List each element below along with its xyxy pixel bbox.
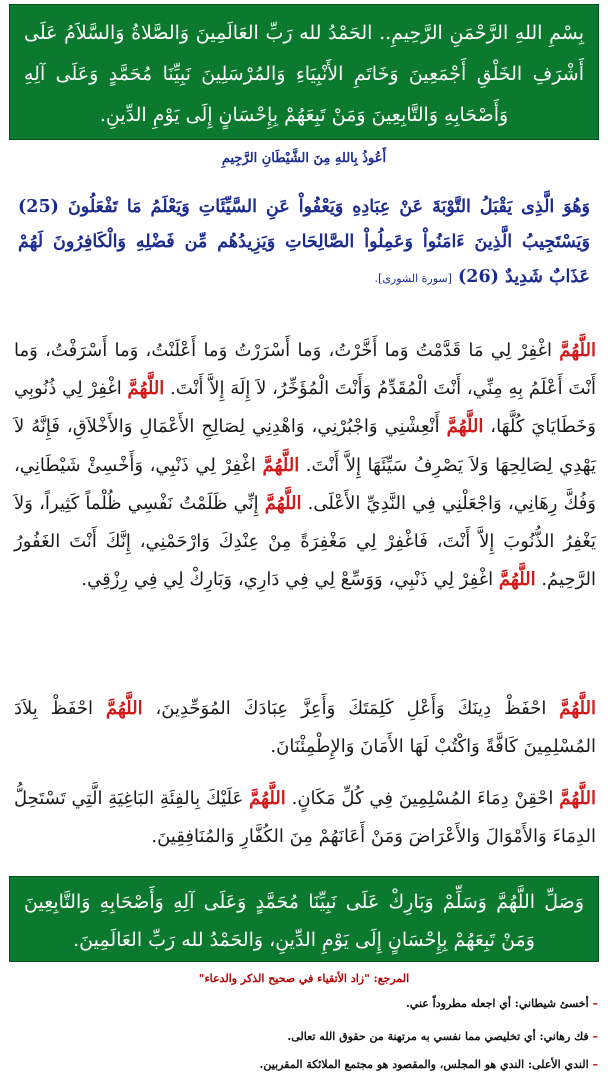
dua-paragraph-3	[14, 780, 596, 856]
opening-praise-box	[9, 4, 599, 140]
dua-text: احْفَظْ بِلاَدَ المُسْلِمِينَ كَافَّةً وَاكْتُبْ لَهَا الأَمَانَ وَالإِطْمِئْنَانَ.	[14, 698, 596, 758]
dua-text: احْقِنْ دِمَاءَ المُسْلِمِينَ فِي كُلِّ مَكَانٍ.	[291, 788, 554, 809]
reference-source: المرجع: "زاد الأتقياء في صحيح الذكر والدعاء"	[198, 972, 410, 985]
allahumma: اللَّهُمَّ	[127, 378, 165, 400]
dua-text: أَنْعِشْنِي وَاجْبُرْنِي، وَاهْدِنِي لِصَالِحِ الأَعْمَالِ وَالأَخْلاَقِ، فَإِنَّهُ لاَ يَهْدِي لِصَالِحِهَا وَلاَ يَصْرِفُ سَيِّئَهَا إِلاَّ أَنْتَ.	[14, 416, 596, 476]
istiadha: أَعُوذُ بِاللهِ مِنَ الشَّيْطَانِ الرَّجِيمِ	[221, 151, 387, 166]
closing-salawat-box	[9, 876, 599, 962]
closing-salawat-text: وَصَلِّ اللَّهُمَّ وَسَلِّمْ وَبَارِكْ عَلَى نَبِيِّنَا مُحَمَّدٍ وَعَلَى آلِهِ وَأَصْحَابِهِ وَالتَّابِعِينَ وَمَنْ تَبِعَهُمْ بِإِحْسَانٍ إِلَى يَوْمِ الدِّينِ، وَالحَمْدُ لله رَبِّ العَالَمِينَ.	[24, 891, 584, 951]
footnote-text: أخسئ شيطاني: أي اجعله مطروداً عني.	[405, 997, 589, 1010]
footnote	[10, 1030, 598, 1043]
allahumma: اللَّهُمَّ	[446, 416, 484, 438]
footnote	[10, 997, 598, 1010]
dua-paragraph-2	[14, 690, 596, 766]
dua-text: عَلَيْكَ بِالفِئَةِ البَاغِيَةِ الَّتِي تَسْتَحِلُّ الدِمَاءَ وَالأَمْوَالَ وَالأَعْرَاضَ وَمَنْ أَعَانَهُمْ مِنَ الكُفَّارِ وَالمُنَافِقِينَ.	[14, 788, 596, 848]
allahumma: اللَّهُمَّ	[559, 698, 596, 719]
allahumma: اللَّهُمَّ	[264, 492, 302, 514]
allahumma: اللَّهُمَّ	[262, 454, 300, 476]
footnote-dash: –	[592, 1058, 598, 1071]
footnote-dash: –	[592, 997, 598, 1010]
opening-praise-text: بِسْمِ اللهِ الرَّحْمَنِ الرَّحِيمِ.. الحَمْدُ لله رَبِّ العَالَمِينَ وَالصَّلاةُ وَالسَّلاَمُ عَلَى أَشْرَفِ الخَلْقِ أَجْمَعِينَ وَخَاتَمِ الأَنْبِيَاءِ وَالمُرْسَلِينَ نَبِيِّنَا مُحَمَّدٍ وَعَلَى آلِهِ وَأَصْحَابِهِ وَالتَّابِعِينَ وَمَنْ تَبِعَهُمْ بِإِحْسَانٍ إِلَى يَوْمِ الدِّينِ.	[24, 22, 584, 126]
allahumma: اللَّهُمَّ	[559, 788, 596, 809]
footnote	[10, 1058, 598, 1071]
dua-text: احْفَظْ دِينَكَ وَأَعْلِ كَلِمَتَكَ وَأَعِزَّ عِبَادَكَ المُوَحِّدِينَ،	[155, 698, 547, 719]
dua-text: اغْفِرْ لِي ذُنُوبِي وَخَطَايَايَ كُلَّهَا،	[14, 378, 596, 438]
allahumma: اللَّهُمَّ	[249, 788, 286, 809]
allahumma: اللَّهُمَّ	[559, 340, 596, 361]
dua-text: اغْفِرْ لِي مَا قَدَّمْتُ وَما أَخَّرْتُ، وَما أَسْرَرْتُ وَما أَعْلَنْتُ، وَما أَسْرَفْتُ، وَما أَنْتَ أَعْلَمُ بِهِ مِنِّي، أَنْتَ الْمُقَدِّمُ وَأَنْتَ الْمُؤَخِّرُ، لاَ إِلَهَ إِلاَّ أَنْتَ.	[14, 340, 597, 400]
dua-text: إِنِّي ظَلَمْتُ نَفْسِي ظُلْماً كَثِيراً، وَلاَ يَغْفِرُ الذُّنُوبَ إِلاَّ أَنْتَ، فَاغْفِرْ لِي مَغْفِرَةً مِنْ عِنْدِكَ وَارْحَمْنِي، إِنَّكَ أَنْتَ الغَفُورُ الرَّحِيمُ.	[14, 492, 596, 591]
sura-reference: [سورة الشورى].	[374, 272, 452, 285]
allahumma: اللَّهُمَّ	[105, 698, 143, 719]
dua-paragraph-1	[14, 332, 596, 599]
allahumma: اللَّهُمَّ	[498, 569, 536, 591]
ayah-part-1: وَهُوَ الَّذِى يَقْبَلُ التَّوْبَةَ عَنْ عِبَادِهِ وَيَعْفُواْ عَنِ السَّيِّئَاتِ وَيَعْلَمُ مَا تَفْعَلُونَ	[67, 197, 591, 217]
footnote-text: الندي الأعلى: الندي هو المجلس، والمقصود هو مجتمع الملائكة المقربين.	[259, 1058, 589, 1071]
quran-verse	[18, 190, 590, 296]
ayah-number-25: (25)	[18, 197, 59, 217]
dua-text: اغْفِرْ لِي ذَنْبِي، وَأَخْسِئْ شَيْطَانِي، وَفُكَّ رِهَانِي، وَاجْعَلْنِي فِي النَّدِيِّ الأَعْلَى.	[14, 454, 596, 514]
footnote-dash: –	[592, 1030, 598, 1043]
ayah-number-26: (26)	[458, 267, 499, 287]
ayah-part-2: وَيَسْتَجِيبُ الَّذِينَ ءَامَنُواْ وَعَمِلُواْ الصَّالِحَاتِ وَيَزِيدُهُم مِّن فَضْلِهِ وَالْكَافِرُونَ لَهُمْ عَذَابٌ شَدِيدٌ	[18, 232, 590, 287]
footnote-text: فك رهاني: أي تخليصي مما نفسي به مرتهنة من حقوق الله تعالى.	[287, 1030, 589, 1043]
dua-text: اغْفِرْ لِي ذَنْبِي، وَوَسِّعْ لِي فِي دَارِي، وَبَارِكْ لِي فِي رِزْقِي.	[81, 569, 494, 591]
